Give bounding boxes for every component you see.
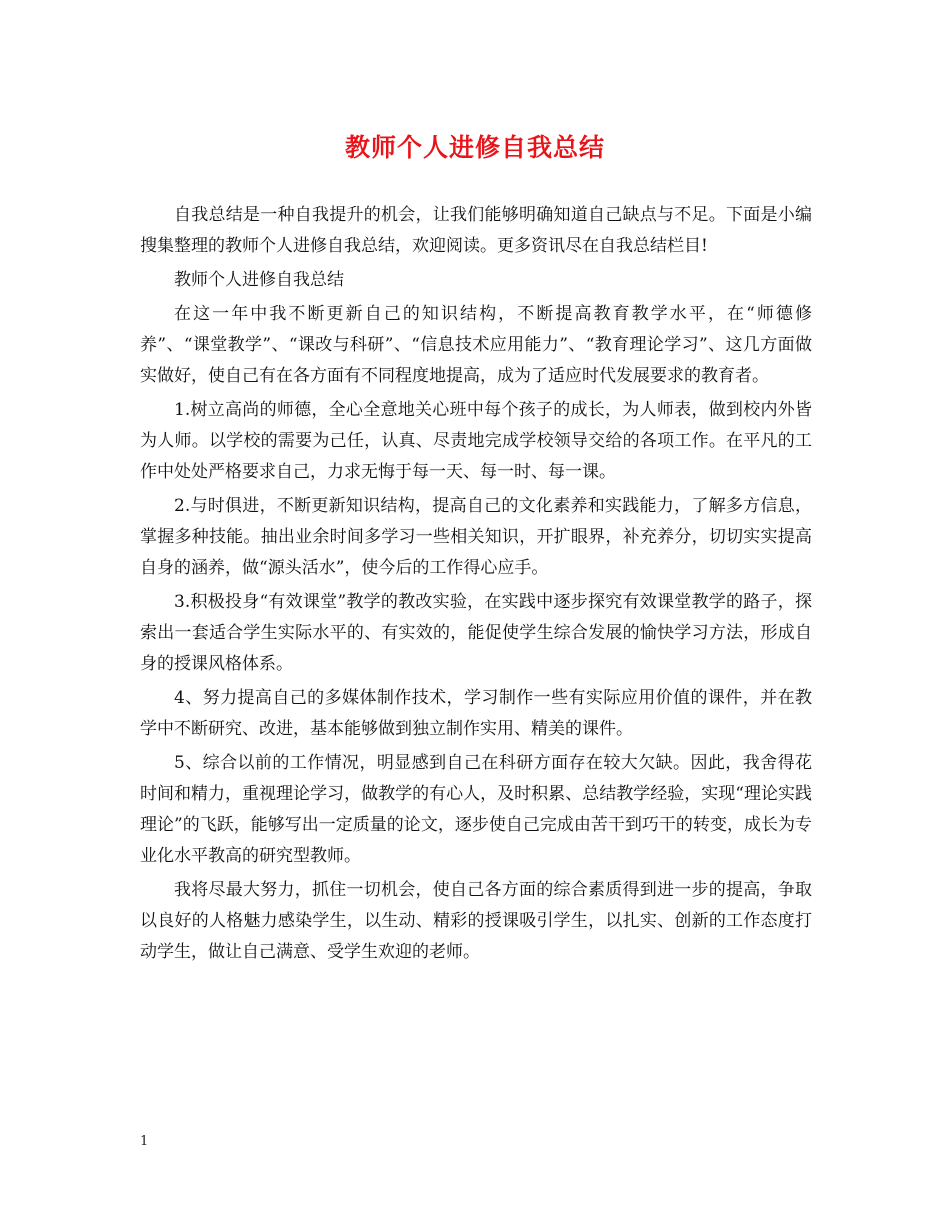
paragraph-point-3: 3.积极投身“有效课堂”教学的教改实验，在实践中逐步探究有效课堂教学的路子，探索出一套适合学生实际水平的、有实效的，能促使学生综合发展的愉快学习方法，形成自身的授课风格体系。: [140, 592, 812, 674]
paragraph-subtitle: 教师个人进修自我总结: [174, 270, 344, 290]
paragraph-point-4: 4、努力提高自己的多媒体制作技术，学习制作一些有实际应用价值的课件，并在教学中不断研究、改进，基本能够做到独立制作实用、精美的课件。: [140, 688, 812, 739]
paragraph-overview: 在这一年中我不断更新自己的知识结构，不断提高教育教学水平，在“师德修养”、“课堂教学”、“课改与科研”、“信息技术应用能力”、“教育理论学习”、这几方面做实做好，使自己有在各方面有不同程度地提高，成为了适应时代发展要求的教育者。: [140, 304, 812, 386]
paragraph-point-1: 1.树立高尚的师德，全心全意地关心班中每个孩子的成长，为人师表，做到校内外皆为人师。以学校的需要为己任，认真、尽责地完成学校领导交给的各项工作。在平凡的工作中处处严格要求自己，力求无悔于每一天、每一时、每一课。: [140, 400, 812, 482]
paragraph-point-2: 2.与时俱进，不断更新知识结构，提高自己的文化素养和实践能力，了解多方信息，掌握多种技能。抽出业余时间多学习一些相关知识，开扩眼界，补充养分，切切实实提高自身的涵养，做“源头活水”，使今后的工作得心应手。: [140, 496, 812, 578]
paragraph-point-5: 5、综合以前的工作情况，明显感到自己在科研方面存在较大欠缺。因此，我舍得花时间和精力，重视理论学习，做教学的有心人，及时积累、总结教学经验，实现“理论实践理论”的飞跃，能够写出一定质量的论文，逐步使自己完成由苦干到巧干的转变，成长为专业化水平教高的研究型教师。: [140, 753, 812, 866]
document-body: [140, 200, 812, 968]
page-number: 1: [140, 1134, 149, 1149]
paragraph-intro: 自我总结是一种自我提升的机会，让我们能够明确知道自己缺点与不足。下面是小编搜集整理的教师个人进修自我总结，欢迎阅读。更多资讯尽在自我总结栏目!: [140, 205, 812, 256]
document-title: 教师个人进修自我总结: [344, 133, 605, 162]
paragraph-conclusion: 我将尽最大努力，抓住一切机会，使自己各方面的综合素质得到进一步的提高，争取以良好的人格魅力感染学生，以生动、精彩的授课吸引学生，以扎实、创新的工作态度打动学生，做让自己满意、受学生欢迎的老师。: [140, 880, 812, 962]
